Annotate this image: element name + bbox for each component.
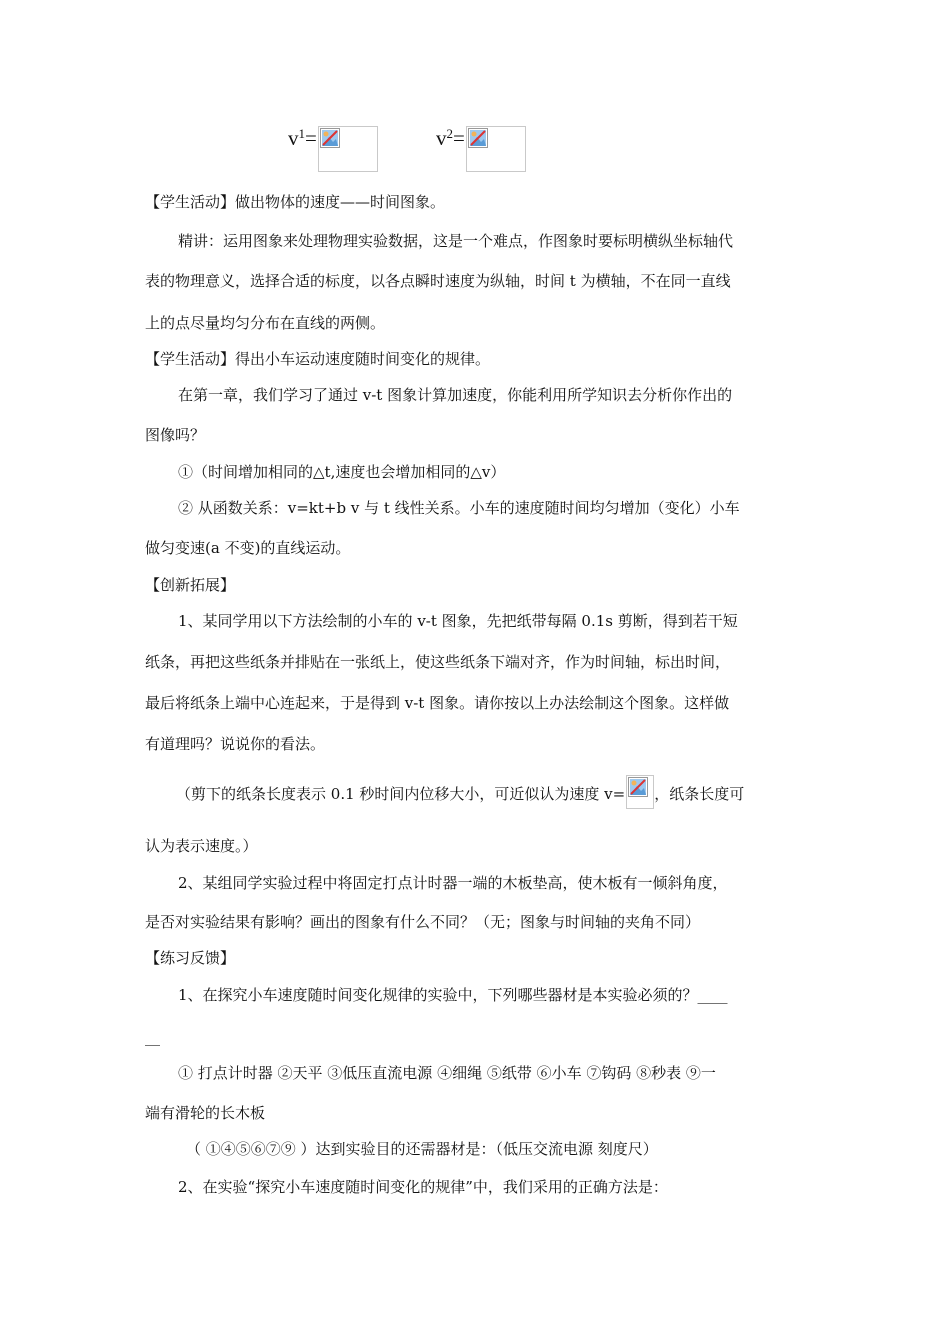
paragraph-text: ，纸条长度可	[654, 785, 745, 803]
v1-equals: =	[305, 126, 317, 150]
formula-v1	[288, 126, 378, 172]
paragraph-line: 纸条，再把这些纸条并排贴在一张纸上，使这些纸条下端对齐，作为时间轴，标出时间，	[145, 653, 731, 671]
formula-v2	[436, 126, 526, 172]
paragraph-line-with-formula	[176, 775, 744, 809]
section-heading-practice: 【练习反馈】	[145, 949, 236, 967]
paragraph-line: ① 打点计时器 ②天平 ③低压直流电源 ④细绳 ⑤纸带 ⑥小车 ⑦钩码 ⑧秒表 ⑨一	[178, 1064, 716, 1082]
paragraph-line: 认为表示速度。）	[145, 837, 258, 855]
paragraph-line: （ ①④⑤⑥⑦⑨ ）达到实验目的还需器材是：（低压交流电源 刻度尺）	[186, 1140, 658, 1158]
section-heading-innovation: 【创新拓展】	[145, 576, 236, 594]
paragraph-line: 2、在实验“探究小车速度随时间变化的规律”中，我们采用的正确方法是：	[178, 1178, 668, 1196]
paragraph-line: 精讲：运用图象来处理物理实验数据，这是一个难点，作图象时要标明横纵坐标轴代	[178, 232, 734, 250]
paragraph-line: 表的物理意义，选择合适的标度，以各点瞬时速度为纵轴，时间 t 为横轴，不在同一直线	[145, 272, 731, 290]
paragraph-line: 最后将纸条上端中心连起来，于是得到 v-t 图象。请你按以上办法绘制这个图象。这样做	[145, 694, 730, 712]
paragraph-line: 1、某同学用以下方法绘制的小车的 v-t 图象，先把纸带每隔 0.1s 剪断，得到若干短	[178, 612, 738, 630]
paragraph-line: 图像吗？	[145, 426, 206, 444]
paragraph-line: 做匀变速(a 不变)的直线运动。	[145, 539, 351, 557]
v1-symbol: v	[288, 126, 299, 150]
paragraph-line: 在第一章，我们学习了通过 v-t 图象计算加速度，你能利用所学知识去分析你作出的	[178, 386, 733, 404]
v2-equals: =	[453, 126, 465, 150]
paragraph-line: ② 从函数关系：v=kt+b v 与 t 线性关系。小车的速度随时间均匀增加（变化）小车	[178, 499, 740, 517]
answer-blank: __	[145, 1028, 160, 1046]
paragraph-line: 上的点尽量均匀分布在直线的两侧。	[145, 314, 386, 332]
broken-image-icon	[466, 126, 526, 172]
v1-subscript: 1	[298, 126, 305, 141]
section-heading-student-activity-2: 【学生活动】得出小车运动速度随时间变化的规律。	[145, 350, 491, 368]
v2-subscript: 2	[446, 126, 453, 141]
paragraph-line: 有道理吗？说说你的看法。	[145, 735, 326, 753]
paragraph-line: ①（时间增加相同的△t,速度也会增加相同的△v）	[178, 463, 506, 481]
broken-image-icon	[318, 126, 378, 172]
v2-symbol: v	[436, 126, 447, 150]
paragraph-line: 1、在探究小车速度随时间变化规律的实验中，下列哪些器材是本实验必须的？____	[178, 986, 728, 1004]
paragraph-text: （剪下的纸条长度表示 0.1 秒时间内位移大小，可近似认为速度 v=	[176, 785, 626, 803]
broken-image-icon	[626, 775, 654, 809]
paragraph-line: 2、某组同学实验过程中将固定打点计时器一端的木板垫高，使木板有一倾斜角度，	[178, 874, 728, 892]
paragraph-line: 端有滑轮的长木板	[145, 1104, 266, 1122]
section-heading-student-activity-1: 【学生活动】做出物体的速度——时间图象。	[145, 193, 446, 211]
paragraph-line: 是否对实验结果有影响？画出的图象有什么不同？（无；图象与时间轴的夹角不同）	[145, 913, 701, 931]
